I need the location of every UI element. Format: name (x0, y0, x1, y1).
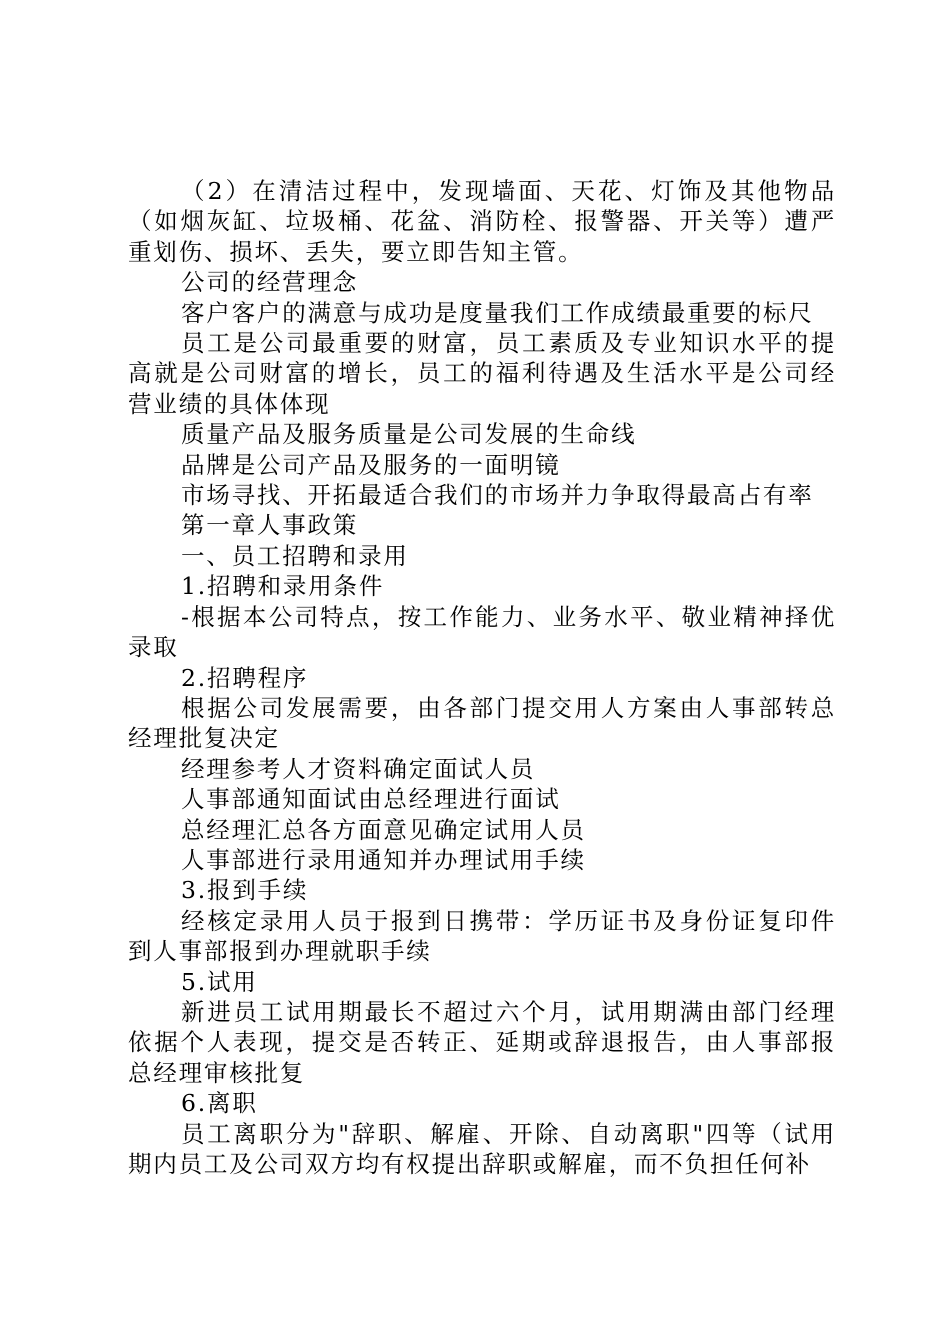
paragraph-probation: 新进员工试用期最长不超过六个月，试用期满由部门经理依据个人表现，提交是否转正、延期或辞退报告，由人事部报总经理审核批复 (128, 997, 836, 1087)
paragraph-recruitment-conditions: -根据本公司特点，按工作能力、业务水平、敬业精神择优录取 (128, 602, 836, 662)
heading-recruitment-procedure: 2.招聘程序 (181, 663, 309, 692)
paragraph-procedure-step-3: 人事部通知面试由总经理进行面试 (181, 785, 561, 814)
paragraph-employees: 员工是公司最重要的财富，员工素质及专业知识水平的提高就是公司财富的增长，员工的福利待遇及生活水平是公司经营业绩的具体体现 (128, 329, 836, 418)
paragraph-resignation: 员工离职分为"辞职、解雇、开除、自动离职"四等（试用期内员工及公司双方均有权提出辞职或解雇，而不负担任何补 (128, 1119, 836, 1178)
heading-chapter-one: 第一章人事政策 (181, 511, 359, 540)
paragraph-procedure-step-5: 人事部进行录用通知并办理试用手续 (181, 845, 586, 874)
heading-resignation: 6.离职 (181, 1089, 258, 1118)
paragraph-quality: 质量产品及服务质量是公司发展的生命线 (181, 420, 637, 449)
paragraph-brand: 品牌是公司产品及服务的一面明镜 (181, 450, 561, 479)
document-body (128, 176, 836, 1179)
heading-recruitment: 一、员工招聘和录用 (181, 541, 409, 570)
heading-onboarding: 3.报到手续 (181, 876, 309, 905)
paragraph-procedure-step-4: 总经理汇总各方面意见确定试用人员 (181, 815, 586, 844)
paragraph-procedure-step-1: 根据公司发展需要，由各部门提交用人方案由人事部转总经理批复决定 (128, 693, 836, 753)
paragraph-onboarding: 经核定录用人员于报到日携带：学历证书及身份证复印件到人事部报到办理就职手续 (128, 906, 836, 966)
paragraph-procedure-step-2: 经理参考人才资料确定面试人员 (181, 754, 536, 783)
heading-business-philosophy: 公司的经营理念 (181, 268, 359, 297)
heading-probation: 5.试用 (181, 967, 258, 996)
paragraph-cleaning-damage-report: （2）在清洁过程中，发现墙面、天花、灯饰及其他物品（如烟灰缸、垃圾桶、花盆、消防栓、报警器、开关等）遭严重划伤、损坏、丢失，要立即告知主管。 (128, 177, 836, 266)
paragraph-market: 市场寻找、开拓最适合我们的市场并力争取得最高占有率 (181, 481, 814, 510)
paragraph-customer: 客户客户的满意与成功是度量我们工作成绩最重要的标尺 (181, 298, 814, 327)
heading-recruitment-conditions: 1.招聘和录用条件 (181, 572, 385, 601)
